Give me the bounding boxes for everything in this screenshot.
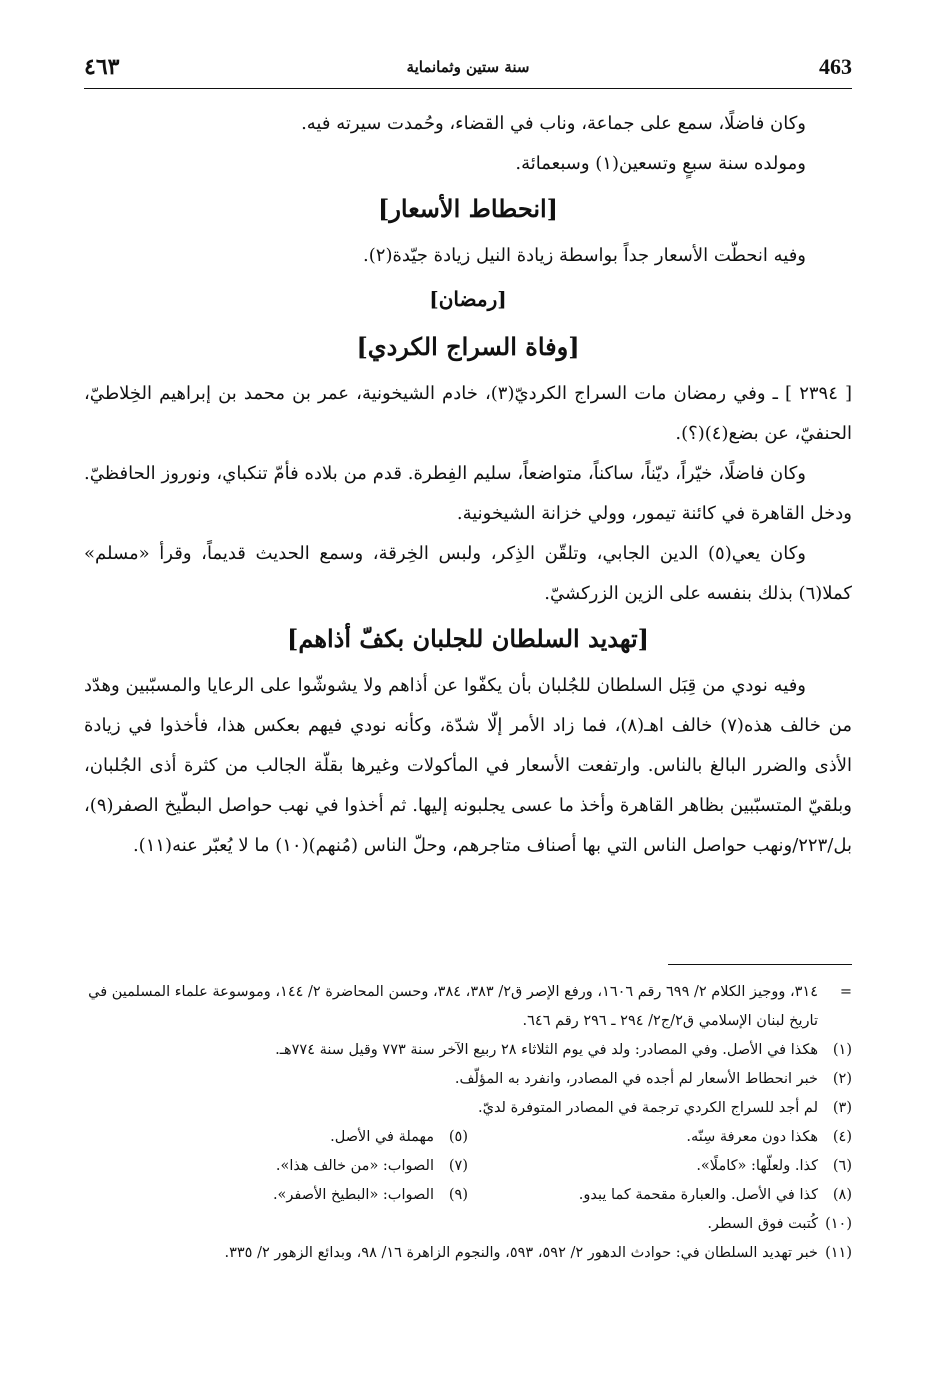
footnote-5 (84, 1123, 468, 1152)
footnote-11 (84, 1239, 852, 1268)
footnote-number: (٧) (448, 1158, 468, 1174)
footnote-text: كُتبت فوق السطر. (707, 1216, 818, 1232)
footnote-row (84, 1181, 852, 1210)
running-title: سنة ستين وثمانماية (406, 58, 530, 76)
footnote-number: (٣) (832, 1100, 852, 1116)
footnote-text: لم أجد للسراج الكردي ترجمة في المصادر المتوفرة لديّ. (477, 1100, 818, 1116)
footnote-divider (668, 964, 852, 965)
footnote-6 (468, 1152, 852, 1181)
paragraph: وكان فاضلًا، خيّراً، ديّناً، ساكناً، متواضعاً، سليم الفِطرة. قدم من بلاده فأمّ تنكباي، ونوروز الحافظيّ. ودخل القاهرة في كائنة تيمور، وولي خزانة الشيخونية. (84, 463, 852, 524)
paragraph: وكان يعي(٥) الدين الجابي، وتلقّن الذِكر، ولبس الخِرقة، وسمع الحديث قديماً، وقرأ «مسلم» كملا(٦) بذلك بنفسه على الزين الزركشيّ. (84, 543, 852, 604)
footnote-number: (٦) (832, 1158, 852, 1174)
footnote-number: (٨) (832, 1187, 852, 1203)
footnote-number: (١١) (825, 1245, 852, 1261)
footnote-text: خبر انحطاط الأسعار لم أجده في المصادر، وانفرد به المؤلّف. (454, 1071, 818, 1087)
footnote-text: الصواب: «من خالف هذا». (275, 1158, 434, 1174)
footnote-number: (٥) (448, 1129, 468, 1145)
footnote-text: كذا. ولعلّها: «كاملًا». (696, 1158, 818, 1174)
section-heading-death: [وفاة السراج الكردي] (356, 332, 580, 361)
footnote-row (84, 1123, 852, 1152)
footnote-10 (84, 1210, 852, 1239)
footnote-number: (١) (832, 1042, 852, 1058)
section-heading-ramadan: [رمضان] (429, 287, 507, 311)
footnote-2 (84, 1065, 852, 1094)
footnote-9 (84, 1181, 468, 1210)
footnote-text: هكذا في الأصل. وفي المصادر: ولد في يوم الثلاثاء ٢٨ ربيع الآخر سنة ٧٧٣ وقيل سنة ٧٧٤هـ. (275, 1042, 818, 1058)
footnote-text: الصواب: «البطيخ الأصفر». (272, 1187, 434, 1203)
footnotes (84, 978, 852, 1268)
footnote-number: = (839, 984, 852, 1000)
paragraph: وفيه انحطّت الأسعار جداً بواسطة زيادة النيل زيادة جيّدة(٢). (363, 245, 806, 266)
footnote-7 (84, 1152, 468, 1181)
page-number-latin: 463 (819, 54, 852, 79)
main-text (84, 104, 852, 866)
paragraph: وفيه نودي من قِبَل السلطان للجُلبان بأن يكفّوا عن أذاهم ولا يشوشّوا على الرعايا والمسبّبين وهدّد من خالف هذه(٧) خالف اهـ(٨)، فما زاد الأمر إلّا شدّة، وكأنه نودي فيهم بعكس هذا، فأخذوا في زيادة الأذى والضرر البالغ بالناس. وارتفعت الأسعار في المأكولات وغيرها بقلّة الجالب من كثرة أذى الجُلبان، وبلقيّ المتسبّبين بظاهر القاهرة وأخذ ما عسى يجلبونه إليها. ثم أخذوا في نهب حواصل البطّيخ الصفر(٩)، بل/٢٢٣/ونهب حواصل الناس التي بها أصناف متاجرهم، وحلّ الناس (مُنهم)(١٠) ما لا يُعبّر عنه(١١). (84, 675, 852, 856)
footnote-text: هكذا دون معرفة سِنّه. (686, 1129, 818, 1145)
paragraph: وكان فاضلًا، سمع على جماعة، وناب في القضاء، وحُمدت سيرته فيه. (301, 113, 806, 134)
footnote-1 (84, 1036, 852, 1065)
footnote-text: كذا في الأصل. والعبارة مقحمة كما يبدو. (578, 1187, 818, 1203)
section-heading-threat: [تهديد السلطان للجلبان بكفّ أذاهم] (286, 624, 649, 653)
footnote-text: مهملة في الأصل. (330, 1129, 434, 1145)
section-heading-prices: [انحطاط الأسعار] (377, 194, 559, 223)
page-header (84, 54, 852, 86)
footnote-3 (84, 1094, 852, 1123)
footnote-4 (468, 1123, 852, 1152)
footnote-continuation (84, 978, 852, 1036)
paragraph: ومولده سنة سبعٍ وتسعين(١) وسبعمائة. (515, 153, 806, 174)
footnote-number: (٩) (448, 1187, 468, 1203)
footnote-8 (468, 1181, 852, 1210)
header-rule (84, 88, 852, 89)
footnote-row (84, 1152, 852, 1181)
page-number-arabic: ٤٦٣ (84, 54, 120, 80)
footnote-number: (١٠) (825, 1216, 852, 1232)
entry-paragraph: [ ٢٣٩٤ ] ـ وفي رمضان مات السراج الكرديّ(٣)، خادم الشيخونية، عمر بن محمد بن إبراهيم الخِلاطيّ، الحنفيّ، عن بضع(٤)(؟). (84, 383, 852, 444)
footnote-text: ٣١٤، ووجيز الكلام ٢/ ٦٩٩ رقم ١٦٠٦، ورفع الإصر ق٢/ ٣٨٣، ٣٨٤، وحسن المحاضرة ٢/ ١٤٤، وموسوعة علماء المسلمين في تاريخ لبنان الإسلامي ق٢/ج٢/ ٢٩٤ ـ ٢٩٦ رقم ٦٤٦. (88, 984, 818, 1029)
footnote-text: خبر تهديد السلطان في: حوادث الدهور ٢/ ٥٩٢، ٥٩٣، والنجوم الزاهرة ١٦/ ٩٨، وبدائع الزهور ٢/ ٣٣٥. (224, 1245, 818, 1261)
footnote-number: (٢) (832, 1071, 852, 1087)
footnote-number: (٤) (832, 1129, 852, 1145)
